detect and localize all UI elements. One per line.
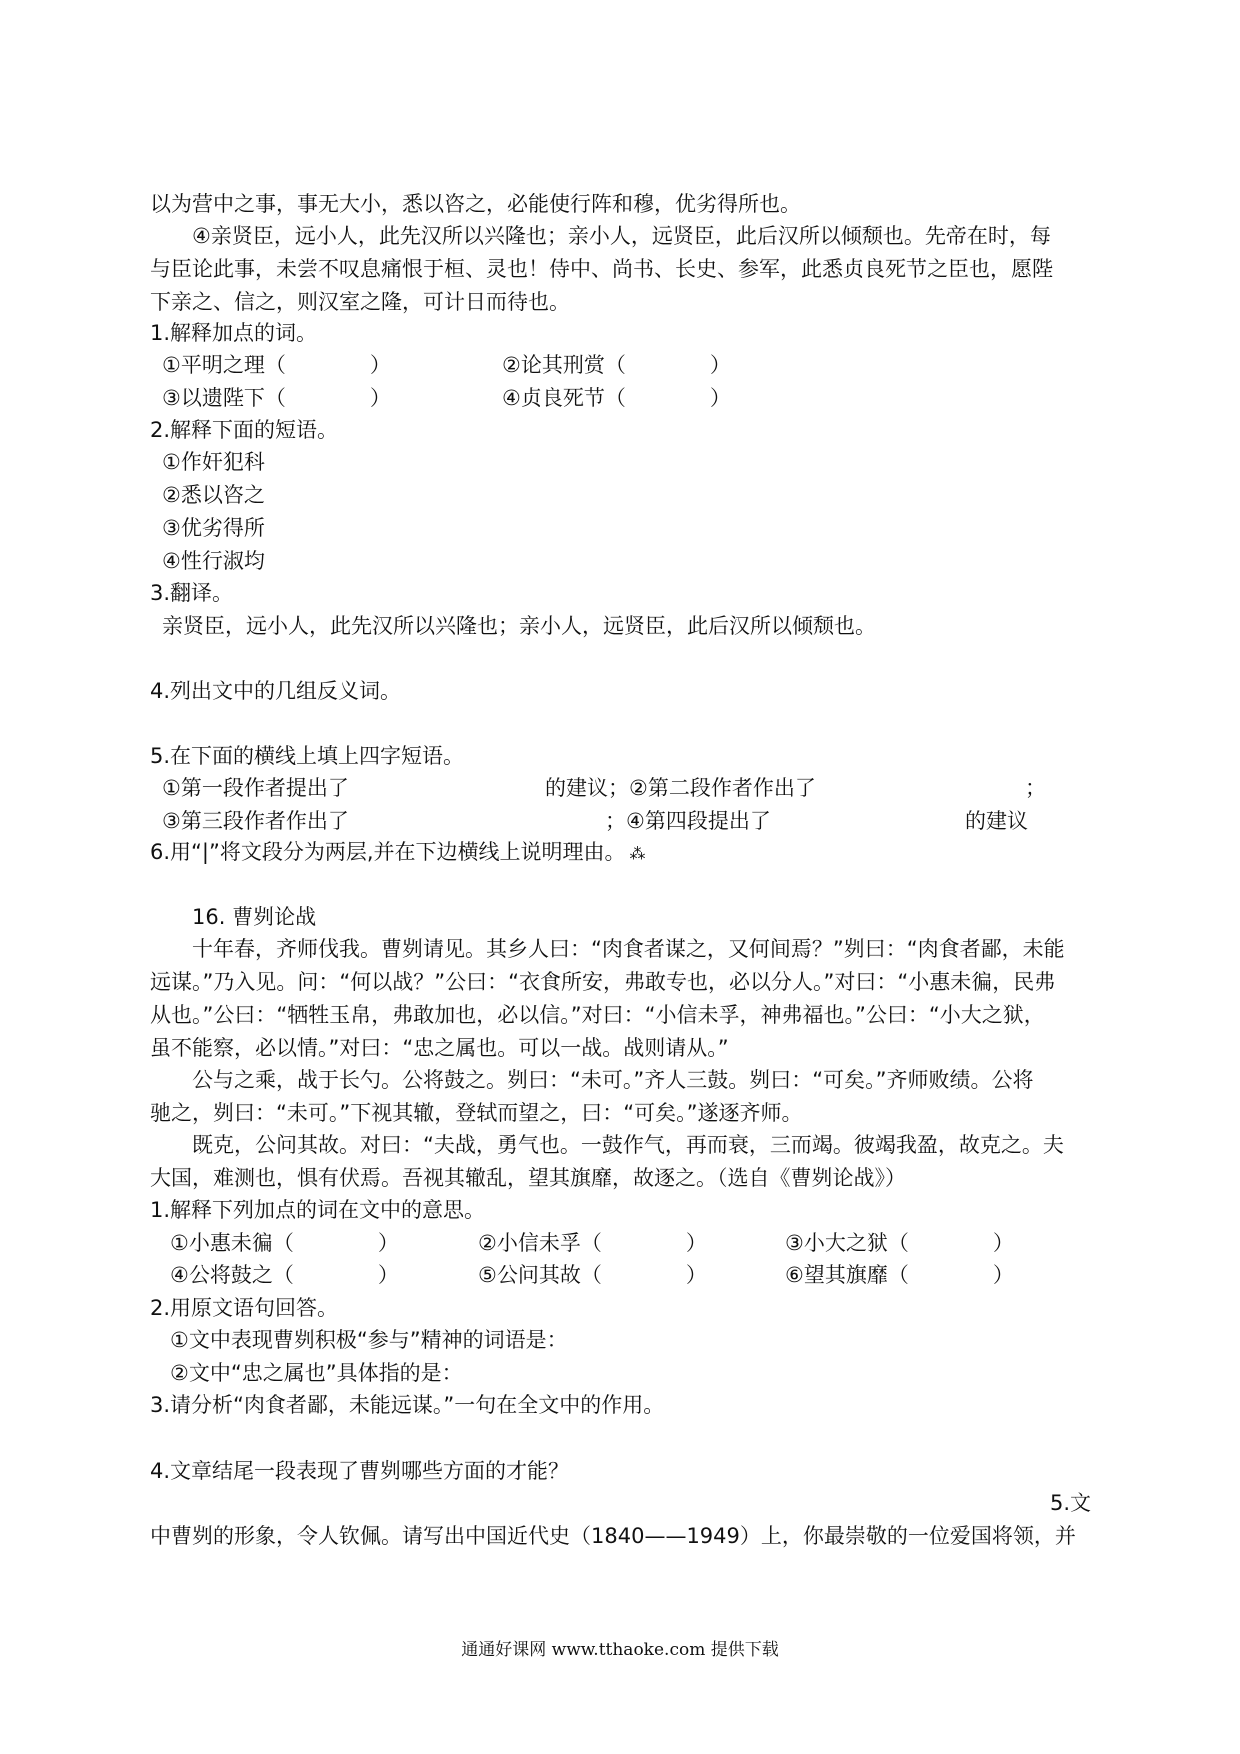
question-5-line-1c: ； (1025, 776, 1046, 800)
s16-question-2-item-a: ①文中表现曹刿积极“参与”精神的词语是： (170, 1328, 568, 1352)
section-16-p3-line-1: 既克，公问其故。对曰：“夫战，勇气也。一鼓作气，再而衰，三而竭。彼竭我盈，故克之。夫 (192, 1133, 1064, 1157)
question-5-line-1a: ①第一段作者提出了 (162, 776, 349, 800)
question-2-item: ①作奸犯科 (162, 450, 265, 474)
section-16-p1-line-2: 远谋。”乃入见。问：“何以战？”公曰：“衣食所安，弗敢专也，必以分人。”对曰：“小惠未徧，民弗 (150, 970, 1056, 994)
passage-paragraph-4-line-2: 与臣论此事，未尝不叹息痛恨于桓、灵也！侍中、尚书、长史、参军，此悉贞良死节之臣也，愿陛 (150, 257, 1053, 281)
s16-question-3-title: 3.请分析“肉食者鄙，未能远谋。”一句在全文中的作用。 (150, 1393, 665, 1417)
passage-paragraph-4-line-1: ④亲贤臣，远小人，此先汉所以兴隆也；亲小人，远贤臣，此后汉所以倾颓也。先帝在时，每 (192, 224, 1051, 248)
question-2-title: 2.解释下面的短语。 (150, 418, 339, 442)
section-16-p1-line-1: 十年春，齐师伐我。曹刿请见。其乡人曰：“肉食者谋之，又何间焉？”刿曰：“肉食者鄙，未能 (192, 937, 1065, 961)
section-16-p1-line-3: 从也。”公曰：“牺牲玉帛，弗敢加也，必以信。”对曰：“小信未孚，神弗福也。”公曰：“小大之狱， (150, 1003, 1045, 1027)
question-1-item-a: ①平明之理（ ） (162, 353, 391, 377)
question-5-line-2c: 的建议 (965, 809, 1028, 833)
s16-question-1-item-a: ①小惠未徧（ ） (170, 1231, 399, 1255)
section-16-heading: 16. 曹刿论战 (192, 905, 317, 929)
s16-question-1-item-c: ③小大之狱（ ） (785, 1231, 1014, 1255)
s16-question-1-item-d: ④公将鼓之（ ） (170, 1263, 399, 1287)
section-16-p1-line-4: 虽不能察，必以情。”对曰：“忠之属也。可以一战。战则请从。” (150, 1036, 729, 1060)
s16-question-2-title: 2.用原文语句回答。 (150, 1296, 339, 1320)
question-2-item: ④性行淑均 (162, 549, 265, 573)
s16-question-1-item-f: ⑥望其旗靡（ ） (785, 1263, 1014, 1287)
section-16-p3-line-2: 大国，难测也，惧有伏焉。吾视其辙乱，望其旗靡，故逐之。（选自《曹刿论战》） (150, 1166, 906, 1190)
s16-question-2-item-b: ②文中“忠之属也”具体指的是： (170, 1361, 463, 1385)
question-5-line-2a: ③第三段作者作出了 (162, 809, 349, 833)
question-2-item: ③优劣得所 (162, 516, 265, 540)
scatter-mark-icon: ⁂ (629, 844, 646, 863)
question-3-text: 亲贤臣，远小人，此先汉所以兴隆也；亲小人，远贤臣，此后汉所以倾颓也。 (162, 614, 876, 638)
question-6-text: 6.用“|”将文段分为两层,并在下边横线上说明理由。 (150, 840, 626, 864)
question-6-title (150, 838, 646, 868)
s16-question-1-title: 1.解释下列加点的词在文中的意思。 (150, 1198, 486, 1222)
question-5-line-1b: 的建议；②第二段作者作出了 (545, 776, 816, 800)
question-1-item-b: ②论其刑赏（ ） (502, 353, 731, 377)
section-16-p2-line-1: 公与之乘，战于长勺。公将鼓之。刿曰：“未可。”齐人三鼓。刿曰：“可矣。”齐师败绩。公将 (192, 1068, 1034, 1092)
s16-question-5-number: 5.文 (1050, 1491, 1092, 1515)
question-4-title: 4.列出文中的几组反义词。 (150, 679, 402, 703)
s16-question-5-text: 中曹刿的形象，令人钦佩。请写出中国近代史（1840——1949）上，你最崇敬的一位爱国将领，并 (150, 1524, 1076, 1548)
s16-question-1-item-b: ②小信未孚（ ） (478, 1231, 707, 1255)
passage-line: 以为营中之事，事无大小，悉以咨之，必能使行阵和穆，优劣得所也。 (150, 192, 801, 216)
question-1-item-d: ④贞良死节（ ） (502, 386, 731, 410)
s16-question-1-item-e: ⑤公问其故（ ） (478, 1263, 707, 1287)
page-footer: 通通好课网 www.tthaoke.com 提供下载 (461, 1640, 779, 1660)
question-1-title: 1.解释加点的词。 (150, 321, 318, 345)
question-3-title: 3.翻译。 (150, 581, 234, 605)
section-16-p2-line-2: 驰之，刿曰：“未可。”下视其辙，登轼而望之，曰：“可矣。”遂逐齐师。 (150, 1101, 803, 1125)
passage-paragraph-4-line-3: 下亲之、信之，则汉室之隆，可计日而待也。 (150, 290, 570, 314)
question-5-line-2b: ；④第四段提出了 (605, 809, 771, 833)
question-2-item: ②悉以咨之 (162, 483, 265, 507)
question-5-title: 5.在下面的横线上填上四字短语。 (150, 744, 465, 768)
s16-question-4-title: 4.文章结尾一段表现了曹刿哪些方面的才能？ (150, 1459, 570, 1483)
question-1-item-c: ③以遗陛下（ ） (162, 386, 391, 410)
